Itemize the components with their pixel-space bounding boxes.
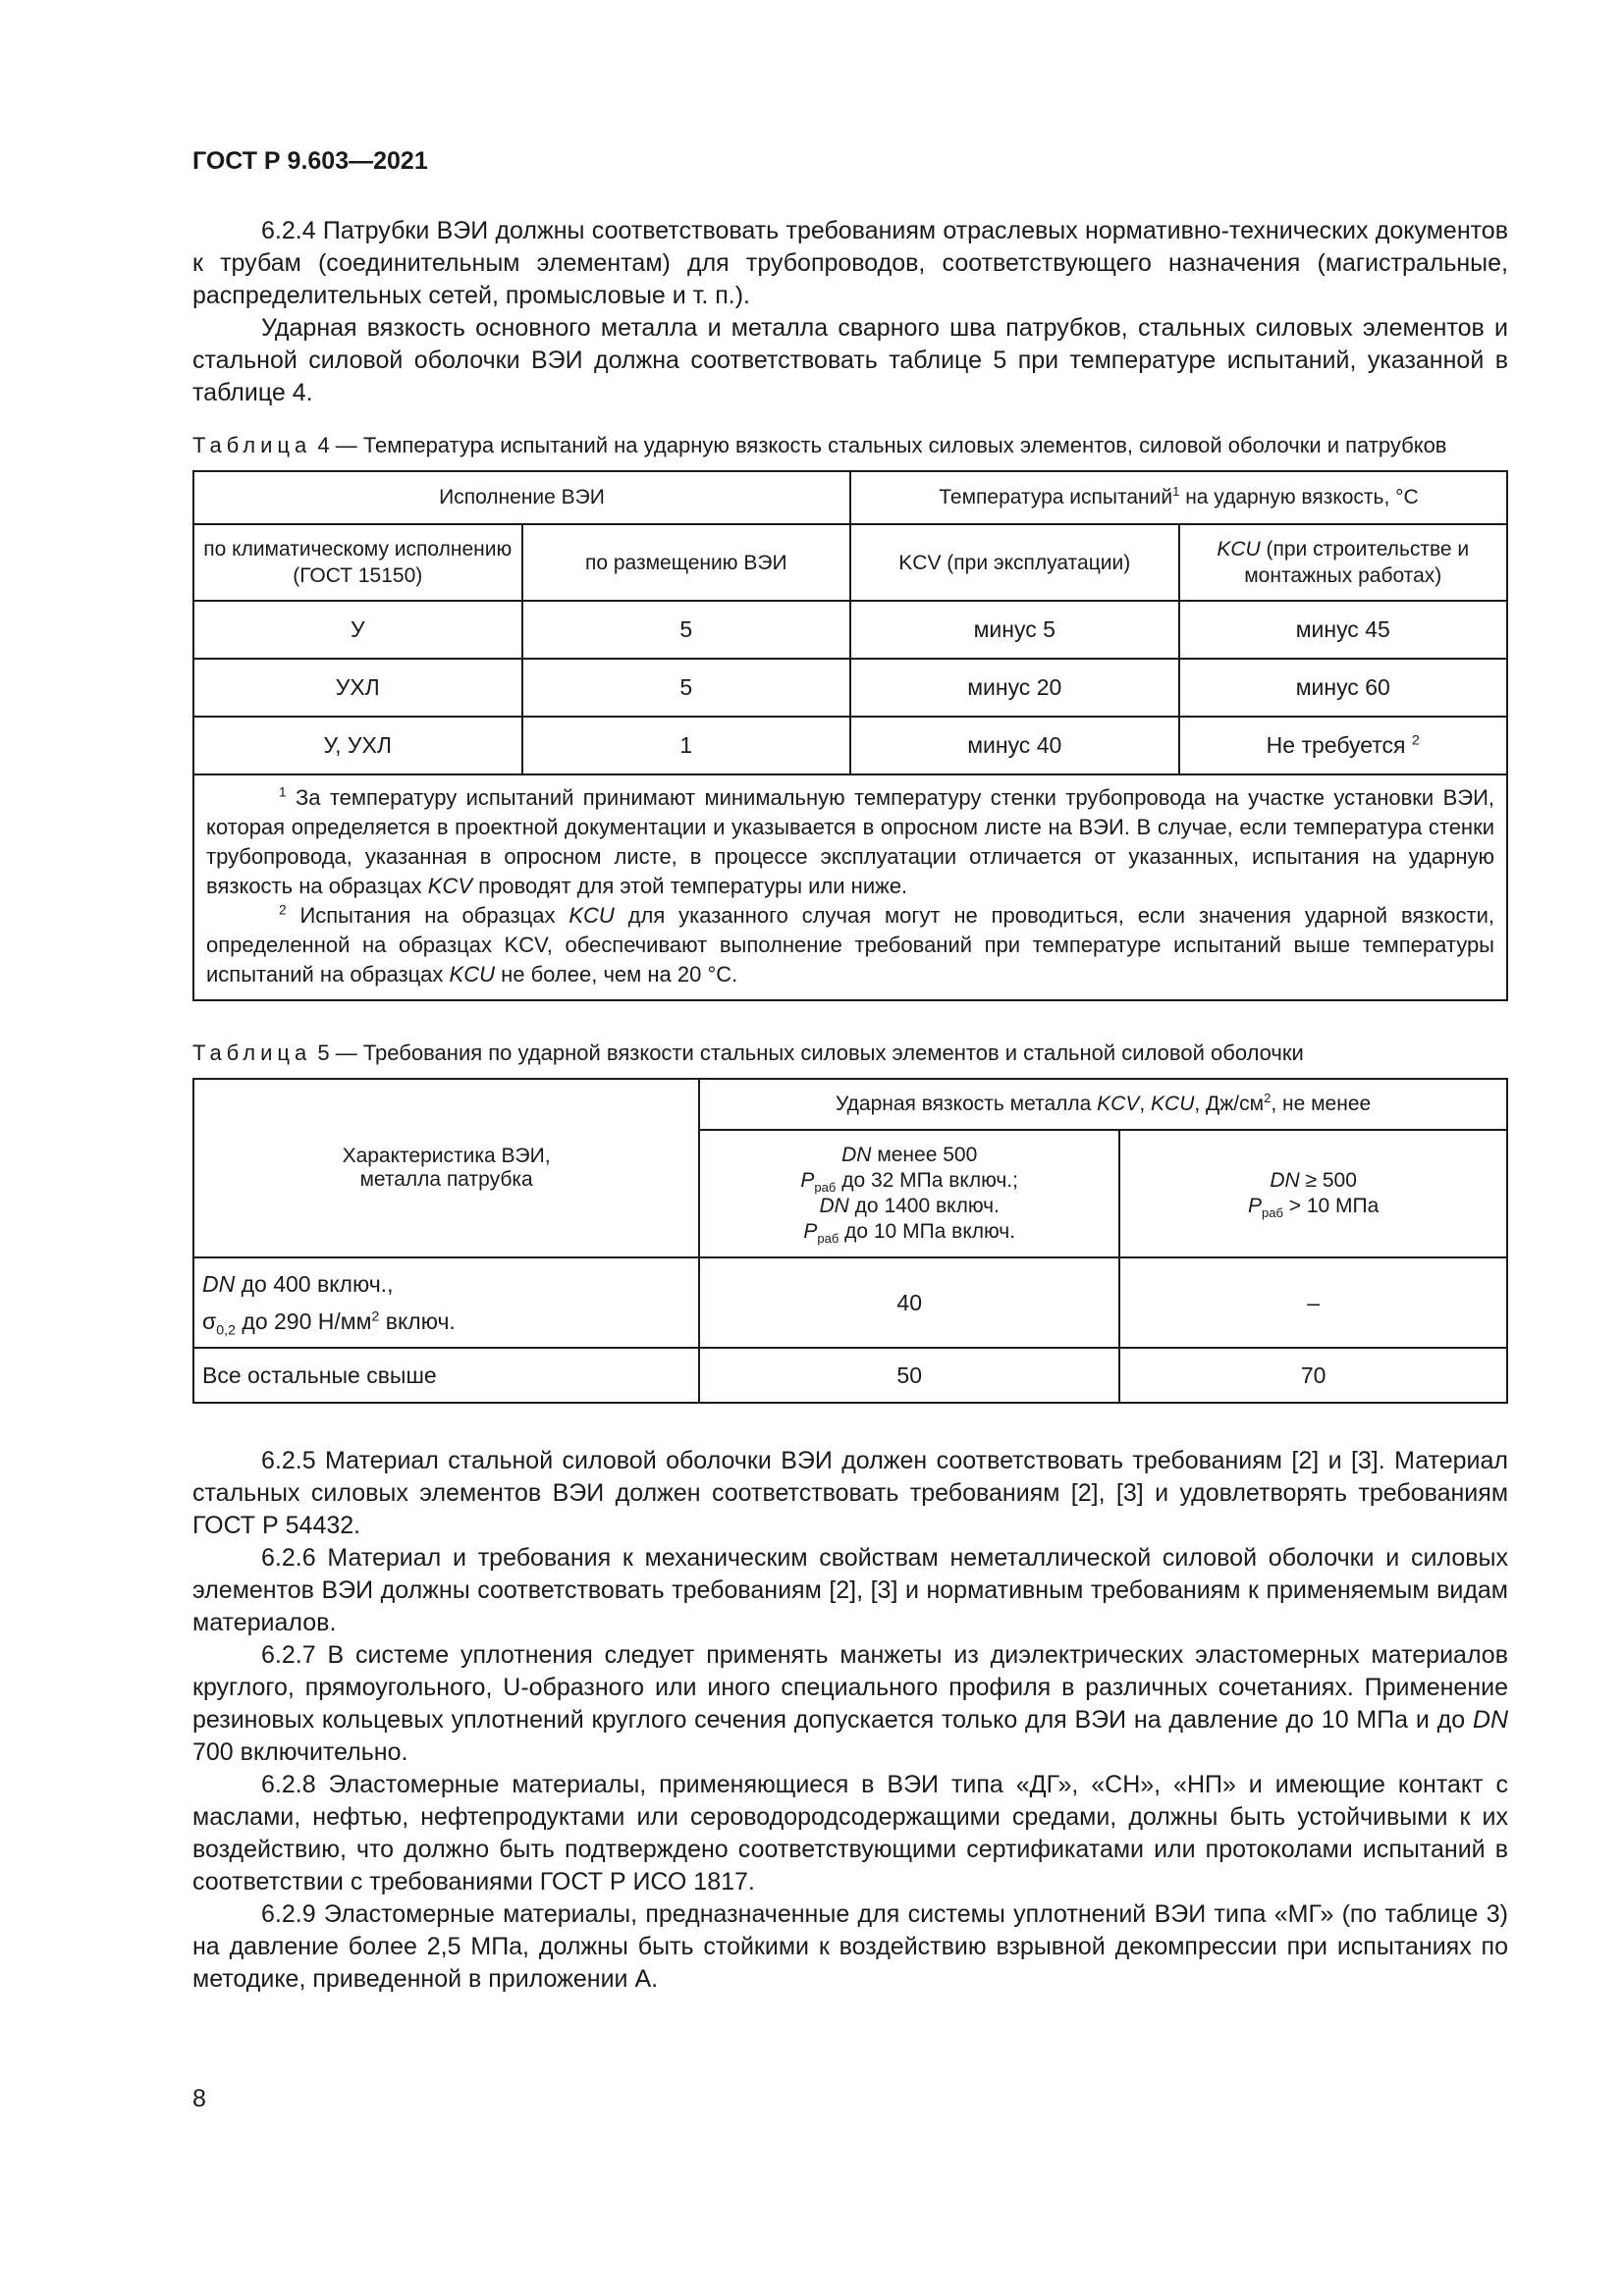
cell-kcu: минус 45 (1179, 601, 1508, 659)
para-6-2-8: 6.2.8 Эластомерные материалы, применяющиеся в ВЭИ типа «ДГ», «СН», «НП» и имеющие контакт с маслами, нефтью, нефтепродуктами или сероводородсодержащими средами, должны быть устойчивыми к их воздействию, что должно быть подтверждено соответствующими сертификатами или протоколами испытаний в соответствии с требованиями ГОСТ Р ИСО 1817. (192, 1771, 1508, 1896)
table4-head-execution: Исполнение ВЭИ (193, 471, 850, 524)
table5-caption-prefix: Таблица (192, 1041, 312, 1065)
table5-col-dn-small: DN менее 500 $P_{раб}$ до 32 МПа включ.; DN до 1400 включ. $P_{раб}$ до 10 МПа включ. (699, 1130, 1119, 1257)
footnote-2: $^2$ Испытания на образцах KCU для указанного случая могут не проводиться, если значения ударной вязкости, определенной на образцах KCV, обеспечивают выполнение требований при температуре испытаний выше температуры испытаний на образцах KCU не более, чем на 20 °С. (206, 902, 1494, 987)
cell-value-b: 70 (1119, 1348, 1507, 1403)
table-row (193, 1257, 1507, 1348)
doc-header: ГОСТ Р 9.603—2021 (192, 147, 428, 175)
table4-head-temperature: Температура испытаний$^1$ на ударную вязкость, °С (850, 471, 1507, 524)
document-page (192, 147, 1508, 1996)
table4-notes-row (193, 774, 1507, 1000)
table-row (193, 1348, 1507, 1403)
body-section-2 (192, 1445, 1508, 1996)
table5-header-row1 (193, 1079, 1507, 1130)
table4-col-placement: по размещению ВЭИ (522, 524, 851, 601)
table4-header-row2 (193, 524, 1507, 601)
cell-kcv: минус 40 (850, 717, 1179, 774)
table4-caption-prefix: Таблица (192, 433, 312, 457)
table-row (193, 717, 1507, 774)
cell-characteristic: Все остальные свыше (193, 1348, 699, 1403)
cell-placement: 5 (522, 659, 851, 717)
cell-placement: 1 (522, 717, 851, 774)
cell-kcv: минус 20 (850, 659, 1179, 717)
cell-climate: У (193, 601, 522, 659)
cell-climate: У, УХЛ (193, 717, 522, 774)
cell-climate: УХЛ (193, 659, 522, 717)
table4-col-kcu: KCU (при строительстве и монтажных работах) (1179, 524, 1508, 601)
table5-caption (192, 1039, 1508, 1068)
table4-header-row1 (193, 471, 1507, 524)
cell-kcu: Не требуется $^2$ (1179, 717, 1508, 774)
cell-kcv: минус 5 (850, 601, 1179, 659)
table5-col-dn-large: DN ≥ 500 $P_{раб} > 10$ МПа (1119, 1130, 1507, 1257)
para-6-2-4: 6.2.4 Патрубки ВЭИ должны соответствовать требованиям отраслевых нормативно-технических документов к трубам (соединительным элементам) для трубопроводов, соответствующего назначения (магистральные, распределительных сетей, промысловые и т. п.). (192, 217, 1508, 309)
table-row (193, 659, 1507, 717)
table4-notes (193, 774, 1507, 1000)
page-number: 8 (192, 2085, 206, 2112)
para-6-2-7: 6.2.7 В системе уплотнения следует применять манжеты из диэлектрических эластомерных материалов круглого, прямоугольного, U-образного или иного специального профиля в различных сочетаниях. Применение резиновых кольцевых уплотнений круглого сечения допускается только для ВЭИ на давление до 10 МПа и до DN 700 включительно. (192, 1641, 1508, 1766)
table4-col-kcv: KCV (при эксплуатации) (850, 524, 1179, 601)
para-6-2-5: 6.2.5 Материал стальной силовой оболочки ВЭИ должен соответствовать требованиям [2] и [3]. Материал стальных силовых элементов ВЭИ должен соответствовать требованиям [2], [3] и удовлетворять требованиям ГОСТ Р 54432. (192, 1447, 1508, 1539)
cell-characteristic: DN до 400 включ., $\sigma_{0,2}$ до 290 $Н/мм^2$ включ. (193, 1257, 699, 1348)
table5-head-impact: Ударная вязкость металла KCV, KCU, $Дж/см^2$, не менее (699, 1079, 1507, 1130)
table5-caption-text: 5 — Требования по ударной вязкости стальных силовых элементов и стальной силовой оболочки (317, 1041, 1304, 1065)
cell-value-a: 40 (699, 1257, 1119, 1348)
table5 (192, 1078, 1508, 1404)
table5-col-characteristic: Характеристика ВЭИ, металла патрубка (193, 1079, 699, 1257)
para-6-2-6: 6.2.6 Материал и требования к механическим свойствам неметаллической силовой оболочки и силовых элементов ВЭИ должны соответствовать требованиям [2], [3] и нормативным требованиям к применяемым видам материалов. (192, 1544, 1508, 1636)
table4-caption (192, 431, 1508, 460)
footnote-1: $^1$ За температуру испытаний принимают минимальную температуру стенки трубопровода на участке установки ВЭИ, которая определяется в проектной документации и указывается в опросном листе на ВЭИ. В случае, если температура стенки трубопровода, указанная в опросном листе, в процессе эксплуатации отличается от указанных, испытания на ударную вязкость на образцах KCV проводят для этой температуры или ниже. (206, 784, 1494, 898)
para-6-2-9: 6.2.9 Эластомерные материалы, предназначенные для системы уплотнений ВЭИ типа «МГ» (по таблице 3) на давление более 2,5 МПа, должны быть стойкими к воздействию взрывной декомпрессии при испытаниях по методике, приведенной в приложении А. (192, 1900, 1508, 1993)
table-row (193, 601, 1507, 659)
table4-caption-text: 4 — Температура испытаний на ударную вязкость стальных силовых элементов, силовой оболочки и патрубков (317, 433, 1447, 457)
cell-value-b: – (1119, 1257, 1507, 1348)
table4-col-climate: по климатическому исполнению (ГОСТ 15150) (193, 524, 522, 601)
cell-placement: 5 (522, 601, 851, 659)
para-6-2-4-impact: Ударная вязкость основного металла и металла сварного шва патрубков, стальных силовых элементов и стальной силовой оболочки ВЭИ должна соответствовать таблице 5 при температуре испытаний, указанной в таблице 4. (192, 314, 1508, 406)
cell-kcu: минус 60 (1179, 659, 1508, 717)
cell-value-a: 50 (699, 1348, 1119, 1403)
table4 (192, 470, 1508, 1001)
